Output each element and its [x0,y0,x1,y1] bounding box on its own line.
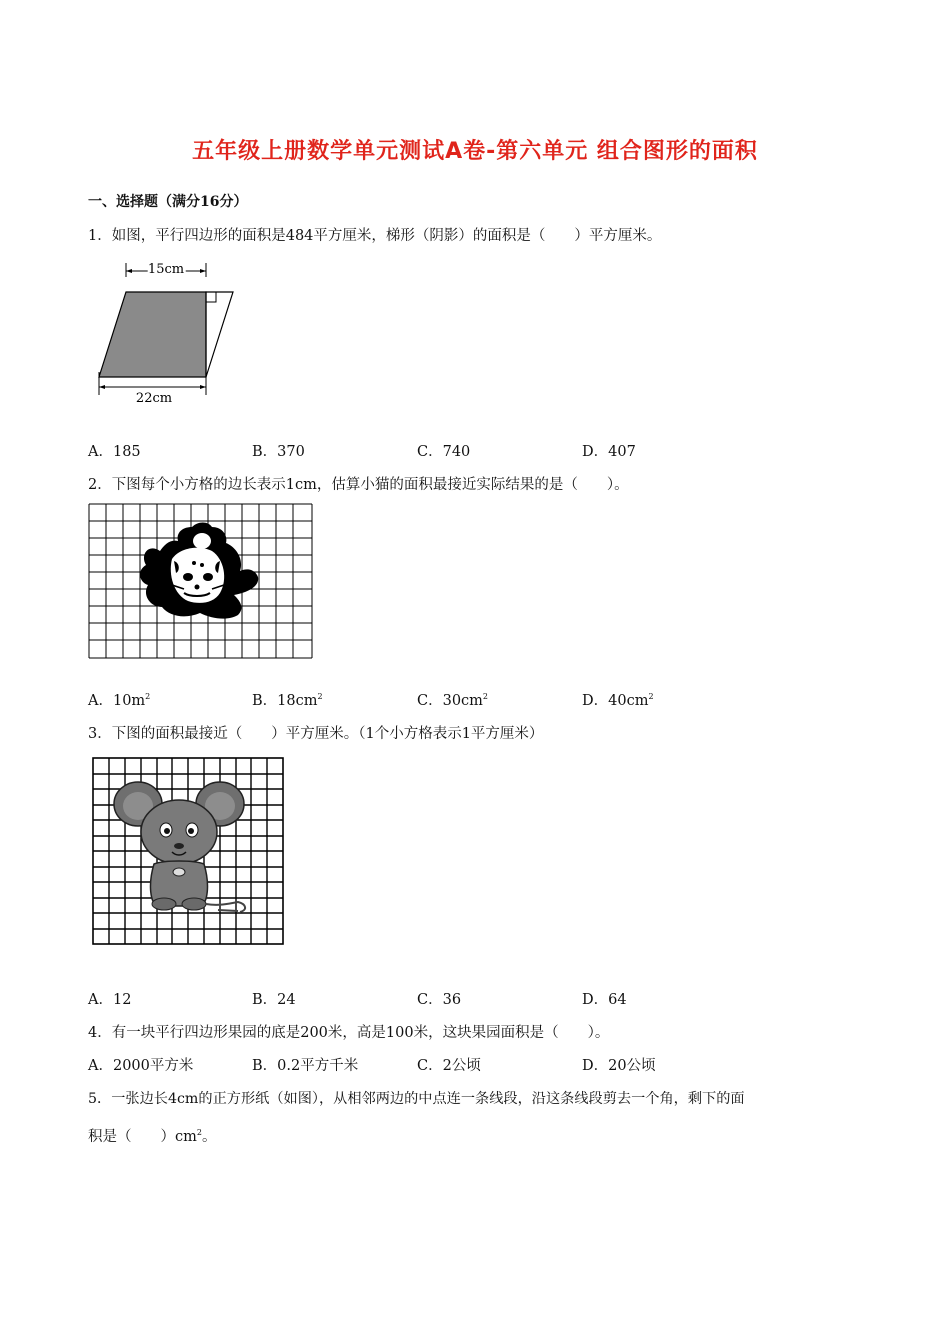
q2-option-b: B．$18cm^2$ [252,692,323,709]
q2-option-d: D．$40cm^2$ [582,692,654,709]
q2-option-a: A．$10m^2$ [88,692,151,709]
bottom-length-label: 22cm [135,391,173,406]
question-3-text: 3．下图的面积最接近（ ）平方厘米。（1个小方格表示1平方厘米） [88,726,544,742]
page-title: 五年级上册数学单元测试A卷-第六单元 组合图形的面积 [192,139,758,164]
question-5-text-line2: 积是（ ）$cm^2$。 [88,1128,217,1145]
q4-option-a: A．2000平方米 [88,1058,194,1074]
q3-option-a: A．12 [88,992,132,1008]
q2-option-c: C．$30cm^2$ [417,692,489,709]
shaded-trapezoid [99,292,206,377]
question-2-text: 2．下图每个小方格的边长表示1cm，估算小猫的面积最接近实际结果的是（ ）。 [88,477,629,493]
q4-option-d: D．20公顷 [582,1058,656,1074]
q3-option-b: B．24 [252,992,296,1008]
q1-option-d: D．407 [582,444,636,460]
cat-grid-figure [88,503,314,661]
q3-option-c: C．36 [417,992,462,1008]
q4-option-c: C．2公顷 [417,1058,481,1074]
section-heading: 一、选择题（满分16分） [88,194,248,210]
q1-option-a: A．185 [88,444,141,460]
top-length-label: 15cm [147,262,185,277]
question-1-text: 1．如图，平行四边形的面积是484平方厘米，梯形（阴影）的面积是（ ）平方厘米。 [88,228,662,244]
q1-option-c: C．740 [417,444,471,460]
mouse-grid-figure [88,754,300,950]
cat-silhouette [140,523,258,619]
q3-option-d: D．64 [582,992,627,1008]
question-4-text: 4．有一块平行四边形果园的底是200米，高是100米，这块果园面积是（ ）。 [88,1025,610,1041]
q4-option-b: B．0.2平方千米 [252,1058,359,1074]
question-5-text-line1: 5．一张边长4cm的正方形纸（如图），从相邻两边的中点连一条线段，沿这条线段剪去一个角，剩下的面 [88,1091,745,1107]
q1-option-b: B．370 [252,444,305,460]
parallelogram-figure [88,255,248,410]
